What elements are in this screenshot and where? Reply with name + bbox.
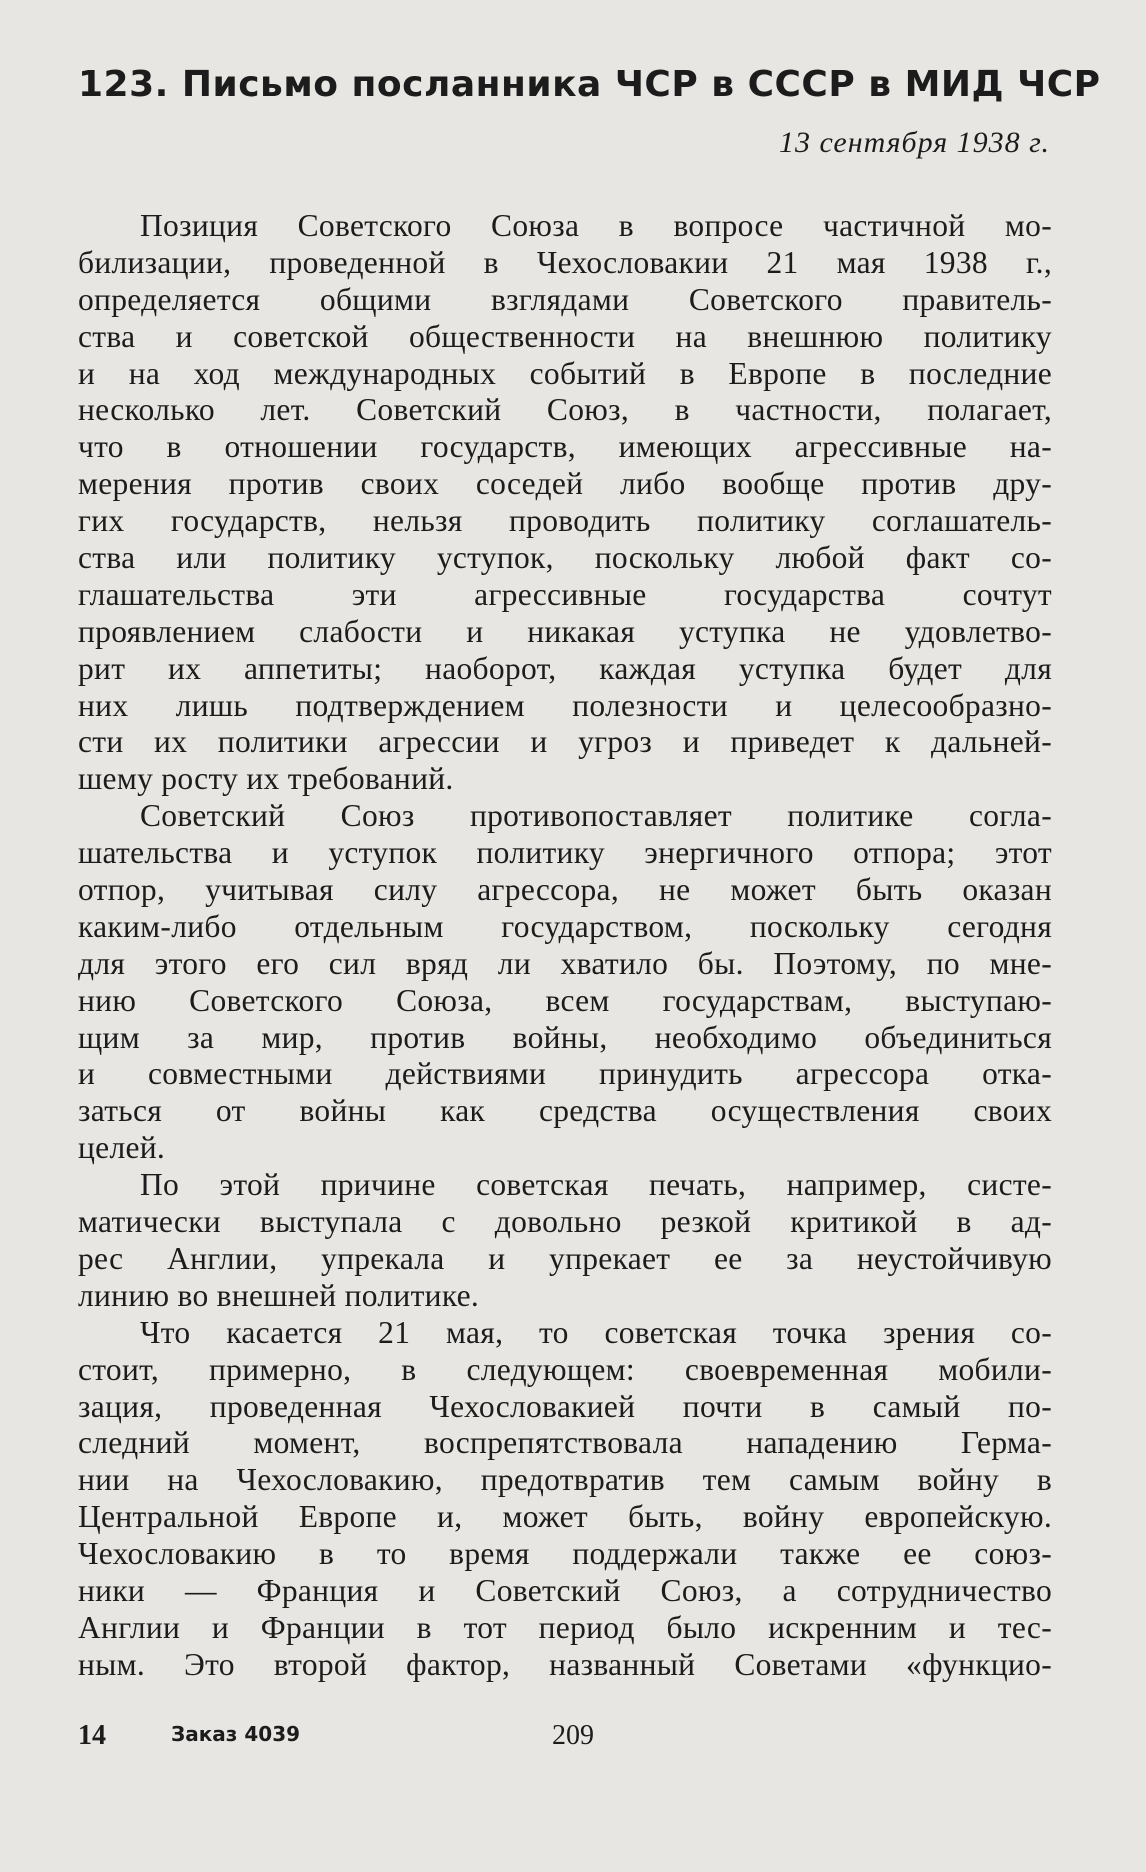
page-number: 209 xyxy=(552,1720,594,1751)
text-line: линию во внешней политике. xyxy=(78,1277,480,1313)
text-line: проявлением слабости и никакая уступка не удовлетво- xyxy=(78,613,1052,649)
text-line: мерения против своих соседей либо вообще против дру- xyxy=(78,466,1052,502)
text-line: шему росту их требований. xyxy=(78,761,454,797)
text-line: рит их аппетиты; наоборот, каждая уступка будет для xyxy=(78,650,1052,686)
text-line: них лишь подтверждением полезности и целесообразно- xyxy=(78,687,1052,723)
text-line: ным. Это второй фактор, названный Советами «функцио- xyxy=(78,1646,1052,1682)
text-line: нию Советского Союза, всем государствам, выступаю- xyxy=(78,982,1052,1018)
text-line: следний момент, воспрепятствовала нападению Герма- xyxy=(78,1425,1052,1461)
text-line: несколько лет. Советский Союз, в частности, полагает, xyxy=(78,392,1052,428)
text-line: заться от войны как средства осуществления своих xyxy=(78,1093,1052,1129)
text-line: сти их политики агрессии и угроз и приведет к дальней- xyxy=(78,724,1052,760)
text-line: матически выступала с довольно резкой критикой в ад- xyxy=(78,1204,1052,1240)
text-line: Англии и Франции в тот период было искренним и тес- xyxy=(78,1609,1052,1645)
text-line: щим за мир, против войны, необходимо объединиться xyxy=(78,1019,1052,1055)
text-line: шательства и уступок политику энергичного отпора; этот xyxy=(78,835,1052,871)
text-line: билизации, проведенной в Чехословакии 21 мая 1938 г., xyxy=(78,244,1052,280)
text-line: для этого его сил вряд ли хватило бы. Поэтому, по мне- xyxy=(78,945,1052,981)
document-title: 123. Письмо посланника ЧСР в СССР в МИД ЧСР xyxy=(78,64,1101,105)
text-line: и на ход международных событий в Европе в последние xyxy=(78,355,1052,391)
text-line: По этой причине советская печать, например, систе- xyxy=(140,1167,1052,1203)
page-footer xyxy=(78,1720,1052,1760)
signature-number: 14 xyxy=(78,1720,106,1751)
text-line: гих государств, нельзя проводить политику соглашатель- xyxy=(78,503,1052,539)
text-line: ства и советской общественности на внешнюю политику xyxy=(78,318,1052,354)
text-line: целей. xyxy=(78,1130,166,1166)
text-line: и совместными действиями принудить агрессора отка- xyxy=(78,1056,1052,1092)
document-body xyxy=(78,208,1052,1684)
text-line: Позиция Советского Союза в вопросе частичной мо- xyxy=(140,208,1052,243)
document-date: 13 сентября 1938 г. xyxy=(778,126,1050,159)
print-order: Заказ 4039 xyxy=(171,1722,301,1746)
text-line: ники — Франция и Советский Союз, а сотрудничество xyxy=(78,1572,1052,1608)
text-line: ства или политику уступок, поскольку любой факт со- xyxy=(78,540,1052,576)
text-line: Чехословакию в то время поддержали также ее союз- xyxy=(78,1536,1052,1572)
text-line: Что касается 21 мая, то советская точка зрения со- xyxy=(140,1314,1052,1350)
text-line: зация, проведенная Чехословакией почти в самый по- xyxy=(78,1388,1052,1424)
text-line: глашательства эти агрессивные государства сочтут xyxy=(78,576,1052,612)
text-line: стоит, примерно, в следующем: своевременная мобили- xyxy=(78,1351,1052,1387)
text-line: Советский Союз противопоставляет политике согла- xyxy=(140,798,1052,834)
text-line: нии на Чехословакию, предотвратив тем самым войну в xyxy=(78,1462,1052,1498)
text-line: определяется общими взглядами Советского правитель- xyxy=(78,281,1052,317)
text-line: что в отношении государств, имеющих агрессивные на- xyxy=(78,429,1052,465)
text-line: Центральной Европе и, может быть, войну европейскую. xyxy=(78,1499,1052,1535)
text-line: отпор, учитывая силу агрессора, не может быть оказан xyxy=(78,872,1052,908)
text-line: каким-либо отдельным государством, поскольку сегодня xyxy=(78,908,1052,944)
text-line: рес Англии, упрекала и упрекает ее за неустойчивую xyxy=(78,1240,1052,1276)
